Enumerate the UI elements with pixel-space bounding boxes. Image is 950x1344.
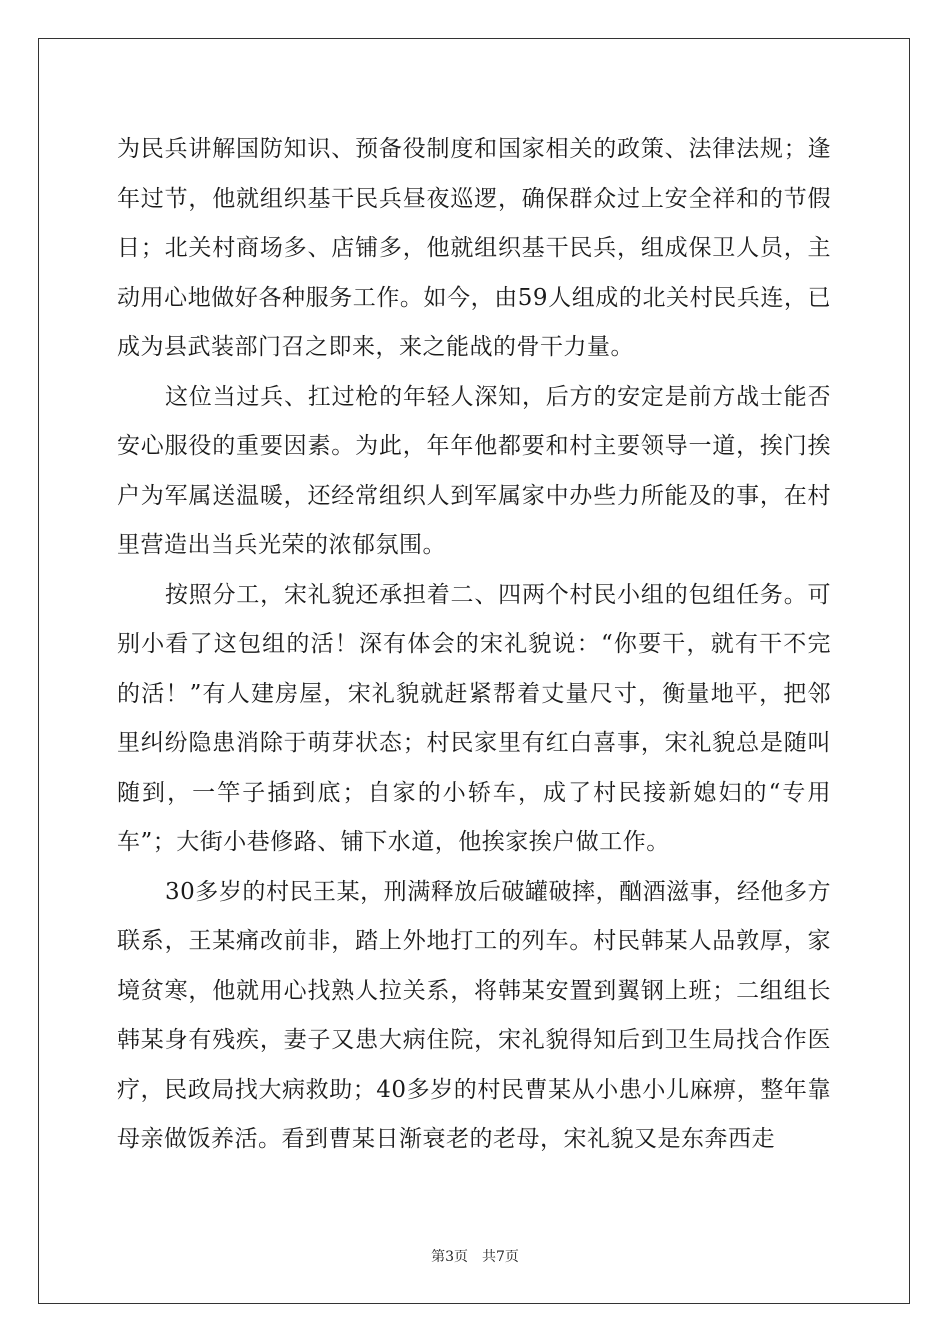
paragraph-3: 按照分工，宋礼貌还承担着二、四两个村民小组的包组任务。可别小看了这包组的活！深有体会的宋礼貌说：“你要干，就有干不完的活！”有人建房屋，宋礼貌就赶紧帮着丈量尺寸，衡量地平，把邻里纠纷隐患消除于萌芽状态；村民家里有红白喜事，宋礼貌总是随叫随到，一竿子插到底；自家的小轿车，成了村民接新媳妇的“专用车”；大街小巷修路、铺下水道，他挨家挨户做工作。 [117,581,831,855]
paragraph-4: 30多岁的村民王某，刑满释放后破罐破摔，酗酒滋事，经他多方联系，王某痛改前非，踏上外地打工的列车。村民韩某人品敦厚，家境贫寒，他就用心找熟人拉关系，将韩某安置到翼钢上班；二组组长韩某身有残疾，妻子又患大病住院，宋礼貌得知后到卫生局找合作医疗，民政局找大病救助；40多岁的村民曹某从小患小儿麻痹，整年靠母亲做饭养活。看到曹某日渐衰老的老母，宋礼貌又是东奔西走 [117,878,831,1152]
page-total: 共7页 [482,1249,519,1265]
paragraph-1: 为民兵讲解国防知识、预备役制度和国家相关的政策、法律法规；逢年过节，他就组织基干民兵昼夜巡逻，确保群众过上安全祥和的节假日；北关村商场多、店铺多，他就组织基干民兵，组成保卫人员，主动用心地做好各种服务工作。如今，由59人组成的北关村民兵连，已成为县武装部门召之即来，来之能战的骨干力量。 [117,136,831,360]
page-footer [0,1246,950,1266]
page-number: 第3页 [431,1249,468,1265]
paragraph-2: 这位当过兵、扛过枪的年轻人深知，后方的安定是前方战士能否安心服役的重要因素。为此，年年他都要和村主要领导一道，挨门挨户为军属送温暖，还经常组织人到军属家中办些力所能及的事，在村里营造出当兵光荣的浓郁氛围。 [117,383,831,558]
document-body [117,125,831,1165]
